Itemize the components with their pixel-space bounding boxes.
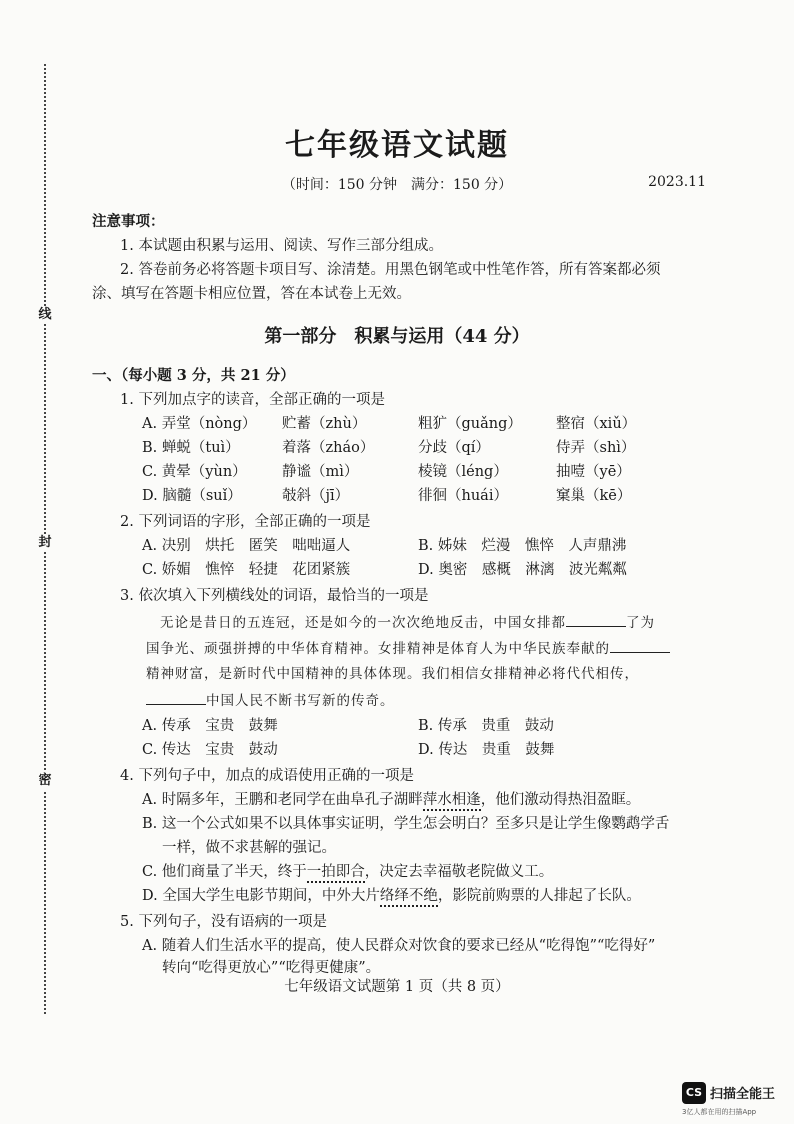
section-one-heading: 一、（每小题 3 分，共 21 分） <box>92 367 295 384</box>
scanner-watermark <box>682 1080 790 1116</box>
q2-option-d: D. 奥密 感概 淋漓 波光粼粼 <box>418 562 627 578</box>
q2-option-b: B. 姊妹 烂漫 憔悴 人声鼎沸 <box>418 538 627 554</box>
blank-1 <box>566 612 626 627</box>
q5-option-a-line-1: A. 随着人们生活水平的提高，使人民群众对饮食的要求已经从“吃得饱”“吃得好” <box>142 938 656 954</box>
q4-a-dotted-idiom: 萍水相逢 <box>423 792 481 811</box>
q1-d-1: D. 脑髓（suǐ） <box>142 488 242 504</box>
q4-option-b-line-2: 一样，做不求甚解的强记。 <box>162 840 336 856</box>
q1-c-2: 静谧（mì） <box>282 464 359 480</box>
q1-d-2: 攲斜（jī） <box>282 488 350 504</box>
notes-item-2-line-1: 2. 答卷前务必将答题卡项目写、涂清楚。用黑色钢笔或中性笔作答，所有答案都必须 <box>120 262 661 278</box>
notes-item-1: 1. 本试题由积累与运用、阅读、写作三部分组成。 <box>120 238 443 254</box>
question-1-stem: 1. 下列加点字的读音，全部正确的一项是 <box>120 392 385 408</box>
q4-option-c: C. 他们商量了半天，终于一拍即合，决定去幸福敬老院做义工。 <box>142 862 553 882</box>
question-2-stem: 2. 下列词语的字形，全部正确的一项是 <box>120 514 371 530</box>
binding-label-feng: 封 <box>36 534 54 552</box>
part-one-title: 第一部分 积累与运用（44 分） <box>264 326 530 347</box>
exam-date: 2023.11 <box>648 174 706 190</box>
q5-option-a-line-2: 转向“吃得更放心”“吃得更健康”。 <box>162 960 381 976</box>
q4-option-b-line-1: B. 这一个公式如果不以具体事实证明，学生怎会明白？至多只是让学生像鹦鹉学舌 <box>142 816 670 832</box>
q1-c-4: 抽噎（yē） <box>556 464 631 480</box>
q3-passage-line-3: 精神财富，是新时代中国精神的具体体现。我们相信女排精神必将代代相传， <box>146 666 639 682</box>
q1-a-2: 贮蓄（zhù） <box>282 416 367 432</box>
q1-a-4: 整宿（xiǔ） <box>556 416 637 432</box>
scanner-app-name: 扫描全能王 <box>710 1087 776 1102</box>
q1-c-3: 棱镜（léng） <box>418 464 508 480</box>
q3-option-d: D. 传达 贵重 鼓舞 <box>418 742 555 758</box>
q3-option-a: A. 传承 宝贵 鼓舞 <box>142 718 278 734</box>
q1-d-3: 徘徊（huái） <box>418 488 508 504</box>
q1-b-3: 分歧（qí） <box>418 440 490 456</box>
q2-option-c: C. 娇媚 憔悴 轻捷 花团紧簇 <box>142 562 351 578</box>
question-4-stem: 4. 下列句子中，加点的成语使用正确的一项是 <box>120 768 414 784</box>
q1-b-2: 着落（zháo） <box>282 440 375 456</box>
binding-label-mi: 密 <box>36 772 54 790</box>
blank-2 <box>610 638 670 653</box>
page-footer: 七年级语文试题第 1 页（共 8 页） <box>284 979 510 995</box>
exam-info: （时间：150 分钟 满分：150 分） <box>281 177 513 193</box>
question-3-stem: 3. 依次填入下列横线处的词语，最恰当的一项是 <box>120 588 429 604</box>
scanner-logo-icon: CS <box>682 1082 706 1104</box>
q1-b-4: 侍弄（shì） <box>556 440 636 456</box>
q3-option-b: B. 传承 贵重 鼓动 <box>418 718 554 734</box>
q3-passage-line-1: 无论是昔日的五连冠，还是如今的一次次绝地反击，中国女排都 了为 <box>160 612 655 633</box>
q1-a-1: A. 弄堂（nòng） <box>142 416 257 432</box>
scanner-tagline: 3亿人都在用的扫描App <box>682 1108 757 1116</box>
q1-a-3: 粗犷（guǎng） <box>418 416 522 432</box>
q3-option-c: C. 传达 宝贵 鼓动 <box>142 742 278 758</box>
q4-c-dotted-idiom: 一拍即合 <box>307 864 365 883</box>
q3-passage-line-4: 中国人民不断书写新的传奇。 <box>146 690 395 711</box>
q2-option-a: A. 决别 烘托 匿笑 咄咄逼人 <box>142 538 351 554</box>
notes-item-2-line-2: 涂、填写在答题卡相应位置，答在本试卷上无效。 <box>92 286 411 302</box>
notes-heading: 注意事项： <box>92 213 165 230</box>
binding-label-xian: 线 <box>36 306 54 324</box>
page-title: 七年级语文试题 <box>285 128 509 163</box>
q1-d-4: 窠巢（kē） <box>556 488 632 504</box>
q4-option-a: A. 时隔多年，王鹏和老同学在曲阜孔子湖畔萍水相逢，他们激动得热泪盈眶。 <box>142 790 640 810</box>
q4-option-d: D. 全国大学生电影节期间，中外大片络绎不绝，影院前购票的人排起了长队。 <box>142 886 641 906</box>
q3-passage-line-2: 国争光、顽强拼搏的中华体育精神。女排精神是体育人为中华民族奉献的 <box>146 638 670 659</box>
q1-b-1: B. 蝉蜕（tuì） <box>142 440 240 456</box>
blank-3 <box>146 690 206 705</box>
q4-d-dotted-idiom: 络绎不绝 <box>380 888 438 907</box>
q1-c-1: C. 黄晕（yùn） <box>142 464 247 480</box>
question-5-stem: 5. 下列句子，没有语病的一项是 <box>120 914 327 930</box>
